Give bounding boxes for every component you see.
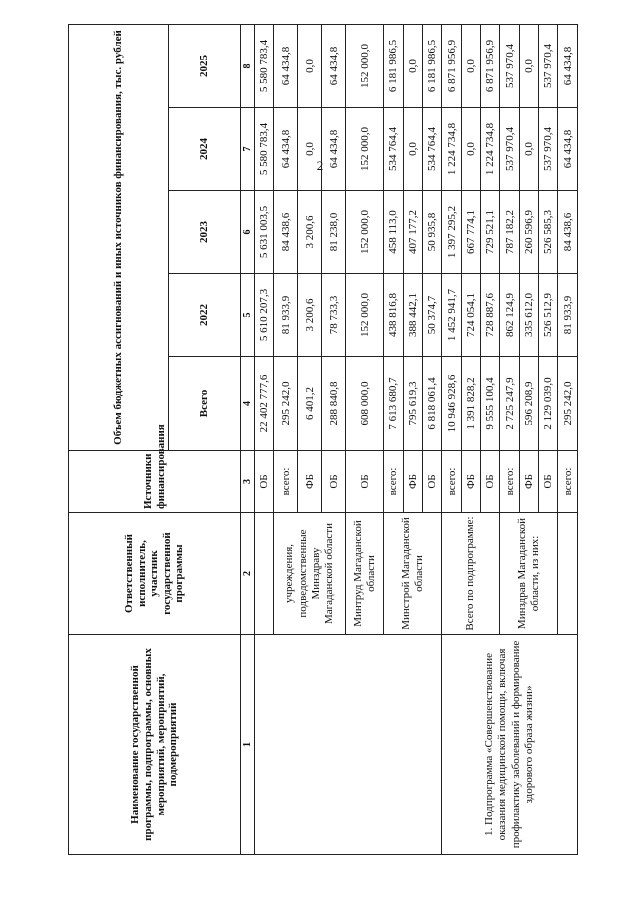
total-value-cell: 9 555 100,4 <box>481 357 500 451</box>
header-year-2025: 2025 <box>169 24 241 107</box>
year-value-cell: 5 631 003,5 <box>255 191 274 274</box>
header-year-2022: 2022 <box>169 274 241 357</box>
year-value-cell: 537 970,4 <box>500 108 519 191</box>
year-value-cell: 81 933,9 <box>274 274 298 357</box>
year-value-cell: 1 452 941,7 <box>442 274 461 357</box>
col-index: 4 <box>241 357 255 451</box>
year-value-cell: 0,0 <box>403 108 422 191</box>
total-value-cell: 295 242,0 <box>274 357 298 451</box>
header-year-2023: 2023 <box>169 191 241 274</box>
year-value-cell: 64 434,8 <box>322 24 346 107</box>
year-value-cell: 724 054,1 <box>461 274 480 357</box>
program-name-cell <box>255 635 442 855</box>
col-index: 7 <box>241 108 255 191</box>
year-value-cell: 534 764,4 <box>384 108 403 191</box>
year-value-cell: 667 774,1 <box>461 191 480 274</box>
year-value-cell: 6 181 986,5 <box>422 24 441 107</box>
year-value-cell: 64 434,8 <box>274 24 298 107</box>
year-value-cell: 81 933,9 <box>558 274 578 357</box>
year-value-cell: 0,0 <box>298 24 322 107</box>
responsible-cell: Минздрав Магаданской области, из них: <box>500 513 558 635</box>
header-program-name: Наименование государственной программы, подпрограммы, основных мероприятий, мероприятий, подмероприятий <box>69 635 241 855</box>
year-value-cell: 6 871 956,9 <box>481 24 500 107</box>
responsible-cell <box>255 513 274 635</box>
year-value-cell: 388 442,1 <box>403 274 422 357</box>
year-value-cell: 458 113,0 <box>384 191 403 274</box>
responsible-cell: Всего по подпрограмме: <box>442 513 500 635</box>
year-value-cell: 64 434,8 <box>322 108 346 191</box>
landscape-page <box>68 25 578 855</box>
year-value-cell: 64 434,8 <box>274 108 298 191</box>
total-value-cell: 608 000,0 <box>346 357 384 451</box>
year-value-cell: 84 438,6 <box>274 191 298 274</box>
year-value-cell: 152 000,0 <box>346 108 384 191</box>
year-value-cell: 5 580 783,4 <box>255 24 274 107</box>
col-index: 1 <box>241 635 255 855</box>
year-value-cell: 81 238,0 <box>322 191 346 274</box>
year-value-cell: 335 612,0 <box>519 274 538 357</box>
total-value-cell: 288 840,8 <box>322 357 346 451</box>
year-value-cell: 1 224 734,8 <box>481 108 500 191</box>
total-value-cell: 10 946 928,6 <box>442 357 461 451</box>
year-value-cell: 64 434,8 <box>558 108 578 191</box>
year-value-cell: 50 935,8 <box>422 191 441 274</box>
year-value-cell: 64 434,8 <box>558 24 578 107</box>
year-value-cell: 5 580 783,4 <box>255 108 274 191</box>
source-cell: ФБ <box>519 451 538 513</box>
year-value-cell: 78 733,3 <box>322 274 346 357</box>
year-value-cell: 407 177,2 <box>403 191 422 274</box>
source-cell: всего: <box>384 451 403 513</box>
source-cell: ОБ <box>255 451 274 513</box>
header-funding-volume: Объем бюджетных ассигнований и иных источников финансирования, тыс. рублей <box>69 24 169 450</box>
header-source: Источники финансирования <box>69 451 241 513</box>
year-value-cell: 526 585,3 <box>539 191 558 274</box>
year-value-cell: 5 610 207,3 <box>255 274 274 357</box>
budget-table <box>68 24 578 855</box>
page-number: 2 <box>316 158 324 173</box>
year-value-cell: 152 000,0 <box>346 24 384 107</box>
header-total: Всего <box>169 357 241 451</box>
year-value-cell: 0,0 <box>461 108 480 191</box>
responsible-cell: учреждения, подведомственные Минздраву Магаданской области <box>274 513 346 635</box>
year-value-cell: 862 124,9 <box>500 274 519 357</box>
year-value-cell: 3 200,6 <box>298 274 322 357</box>
year-value-cell: 537 970,4 <box>539 24 558 107</box>
source-cell: всего: <box>558 451 578 513</box>
header-year-2024: 2024 <box>169 108 241 191</box>
year-value-cell: 1 397 295,2 <box>442 191 461 274</box>
responsible-cell <box>558 513 578 635</box>
source-cell: ОБ <box>422 451 441 513</box>
year-value-cell: 728 887,6 <box>481 274 500 357</box>
year-value-cell: 84 438,6 <box>558 191 578 274</box>
year-value-cell: 6 181 986,5 <box>384 24 403 107</box>
source-cell: ФБ <box>461 451 480 513</box>
table-row <box>442 24 461 854</box>
year-value-cell: 260 596,9 <box>519 191 538 274</box>
source-cell: ОБ <box>346 451 384 513</box>
total-value-cell: 1 391 828,2 <box>461 357 480 451</box>
year-value-cell: 438 816,8 <box>384 274 403 357</box>
year-value-cell: 6 871 956,9 <box>442 24 461 107</box>
total-value-cell: 6 818 061,4 <box>422 357 441 451</box>
rotated-table-wrapper <box>68 25 578 855</box>
header-responsible: Ответственный исполнитель, участник государственной программы <box>69 513 241 635</box>
year-value-cell: 537 970,4 <box>539 108 558 191</box>
year-value-cell: 1 224 734,8 <box>442 108 461 191</box>
year-value-cell: 537 970,4 <box>500 24 519 107</box>
subprogram-name-cell: 1. Подпрограмма «Совершенствование оказания медицинской помощи, включая профилактику заболеваний и формирование здорового образа жизни» <box>442 635 578 855</box>
year-value-cell: 0,0 <box>519 108 538 191</box>
source-cell: ФБ <box>403 451 422 513</box>
table-body <box>255 24 578 854</box>
source-cell: всего: <box>500 451 519 513</box>
total-value-cell: 295 242,0 <box>558 357 578 451</box>
col-index: 8 <box>241 24 255 107</box>
year-value-cell: 0,0 <box>403 24 422 107</box>
year-value-cell: 3 200,6 <box>298 191 322 274</box>
responsible-cell: Минтруд Магаданской области <box>346 513 384 635</box>
year-value-cell: 50 374,7 <box>422 274 441 357</box>
year-value-cell: 152 000,0 <box>346 191 384 274</box>
year-value-cell: 534 764,4 <box>422 108 441 191</box>
year-value-cell: 729 521,1 <box>481 191 500 274</box>
source-cell: ОБ <box>539 451 558 513</box>
year-value-cell: 0,0 <box>461 24 480 107</box>
col-index: 5 <box>241 274 255 357</box>
source-cell: ОБ <box>322 451 346 513</box>
responsible-cell: Минстрой Магаданской области <box>384 513 442 635</box>
source-cell: всего: <box>274 451 298 513</box>
source-cell: ОБ <box>481 451 500 513</box>
total-value-cell: 2 725 247,9 <box>500 357 519 451</box>
year-value-cell: 152 000,0 <box>346 274 384 357</box>
total-value-cell: 6 401,2 <box>298 357 322 451</box>
total-value-cell: 795 619,3 <box>403 357 422 451</box>
year-value-cell: 787 182,2 <box>500 191 519 274</box>
year-value-cell: 526 512,9 <box>539 274 558 357</box>
total-value-cell: 596 208,9 <box>519 357 538 451</box>
total-value-cell: 22 402 777,6 <box>255 357 274 451</box>
table-row <box>255 24 274 854</box>
col-index: 6 <box>241 191 255 274</box>
source-cell: ФБ <box>298 451 322 513</box>
year-value-cell: 0,0 <box>298 108 322 191</box>
year-value-cell: 0,0 <box>519 24 538 107</box>
col-index: 2 <box>241 513 255 635</box>
source-cell: всего: <box>442 451 461 513</box>
total-value-cell: 2 129 039,0 <box>539 357 558 451</box>
total-value-cell: 7 613 680,7 <box>384 357 403 451</box>
col-index: 3 <box>241 451 255 513</box>
